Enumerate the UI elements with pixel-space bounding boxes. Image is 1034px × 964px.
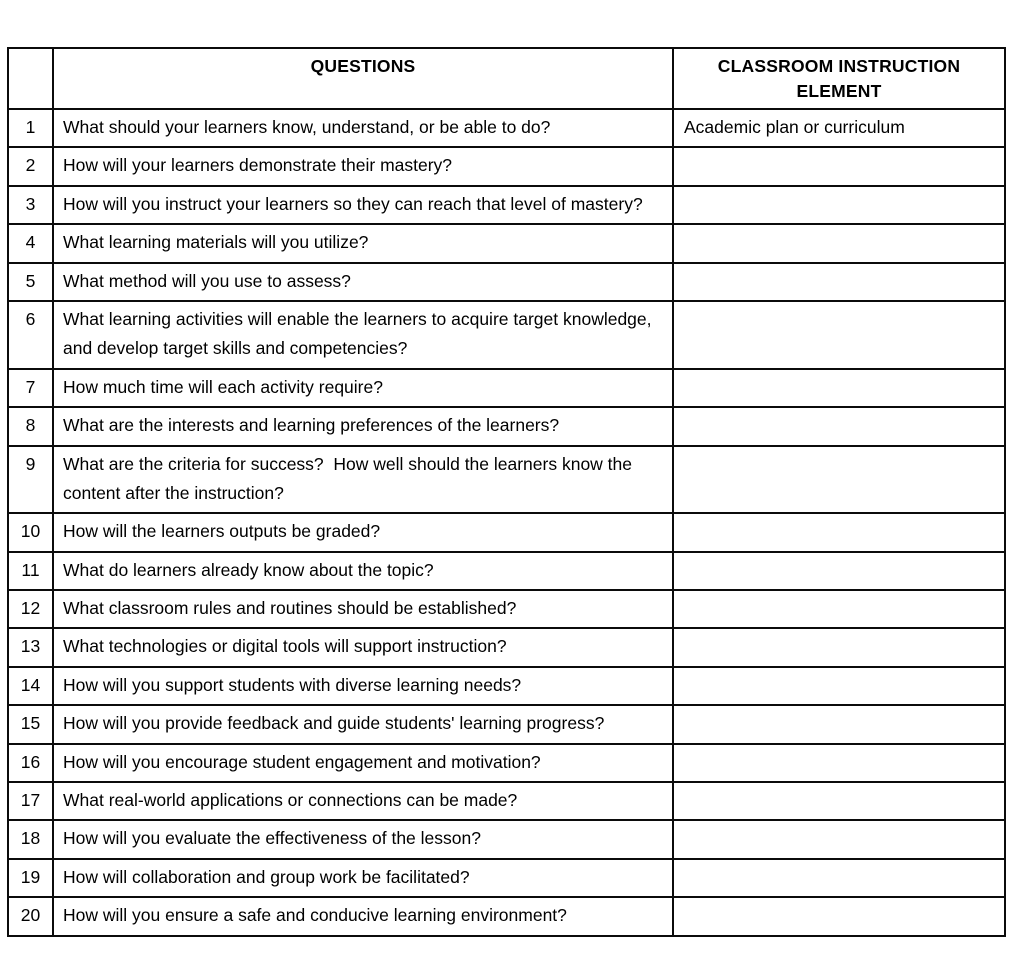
row-element-cell[interactable] — [673, 263, 1005, 301]
row-element-cell[interactable] — [673, 369, 1005, 407]
row-number-label: 18 — [20, 828, 41, 849]
row-element-cell[interactable] — [673, 705, 1005, 743]
row-number-label: 2 — [25, 155, 36, 176]
row-number-cell — [8, 859, 53, 897]
row-number-label: 1 — [25, 117, 36, 137]
table-row — [8, 407, 1005, 445]
table-header — [8, 48, 1005, 109]
header-questions-cell — [53, 48, 673, 109]
row-question-cell — [53, 407, 673, 445]
table-row — [8, 109, 1005, 147]
row-element-cell[interactable] — [673, 667, 1005, 705]
row-element-cell[interactable] — [673, 109, 1005, 147]
header-element-line1: CLASSROOM INSTRUCTION — [717, 56, 961, 76]
row-element-cell[interactable] — [673, 186, 1005, 224]
row-element-cell[interactable] — [673, 897, 1005, 935]
row-number-label: 17 — [20, 790, 41, 811]
table-row — [8, 513, 1005, 551]
row-question-cell — [53, 744, 673, 782]
row-question-text: What learning materials will you utilize? — [63, 232, 369, 253]
row-question-text: How will you encourage student engagement and motivation? — [63, 751, 541, 772]
row-number-cell — [8, 301, 53, 369]
row-question-cell — [53, 590, 673, 628]
row-element-cell[interactable] — [673, 147, 1005, 185]
row-question-cell — [53, 859, 673, 897]
row-element-text — [674, 302, 1004, 338]
header-element-cell — [673, 48, 1005, 109]
row-element-cell[interactable] — [673, 820, 1005, 858]
row-number-cell — [8, 744, 53, 782]
row-question-text: What classroom rules and routines should be established? — [63, 598, 517, 619]
row-question-text: How will you support students with diverse learning needs? — [63, 674, 522, 695]
header-number-label — [9, 49, 52, 54]
row-number-cell — [8, 446, 53, 514]
row-question-text: What do learners already know about the topic? — [63, 559, 434, 580]
table-row — [8, 897, 1005, 935]
row-question-cell — [53, 820, 673, 858]
row-element-cell[interactable] — [673, 224, 1005, 262]
row-question-cell — [53, 147, 673, 185]
table-row — [8, 369, 1005, 407]
row-element-cell[interactable] — [673, 446, 1005, 514]
table-row — [8, 820, 1005, 858]
row-number-cell — [8, 407, 53, 445]
row-question-cell — [53, 263, 673, 301]
table-row — [8, 301, 1005, 369]
row-question-cell — [53, 513, 673, 551]
row-question-text: How will you ensure a safe and conducive learning environment? — [63, 905, 567, 926]
row-number-label: 6 — [25, 308, 36, 329]
row-element-text: Academic plan or curriculum — [684, 117, 905, 137]
row-element-text — [674, 629, 1004, 665]
row-question-text: How will you provide feedback and guide students' learning progress? — [63, 713, 605, 734]
row-element-text — [674, 553, 1004, 589]
header-row — [8, 48, 1005, 109]
row-number-cell — [8, 369, 53, 407]
row-element-cell[interactable] — [673, 782, 1005, 820]
row-number-label: 13 — [20, 636, 41, 657]
row-element-text — [674, 783, 1004, 819]
row-element-cell[interactable] — [673, 407, 1005, 445]
row-number-label: 7 — [25, 376, 36, 397]
row-question-text: What method will you use to assess? — [63, 270, 351, 291]
row-number-cell — [8, 705, 53, 743]
row-element-text — [674, 408, 1004, 444]
row-element-text — [674, 860, 1004, 896]
table-row — [8, 147, 1005, 185]
row-number-cell — [8, 224, 53, 262]
table-row — [8, 263, 1005, 301]
row-number-cell — [8, 186, 53, 224]
row-question-cell — [53, 186, 673, 224]
table-row — [8, 552, 1005, 590]
row-question-text: How much time will each activity require? — [63, 376, 383, 397]
row-element-cell[interactable] — [673, 744, 1005, 782]
table-row — [8, 744, 1005, 782]
row-element-cell[interactable] — [673, 859, 1005, 897]
row-element-text — [674, 148, 1004, 184]
row-question-cell — [53, 897, 673, 935]
row-number-label: 4 — [25, 232, 36, 253]
row-question-cell — [53, 369, 673, 407]
header-element-label — [674, 49, 1004, 104]
row-question-cell — [53, 109, 673, 147]
row-element-text — [674, 668, 1004, 704]
row-number-cell — [8, 897, 53, 935]
table-row — [8, 667, 1005, 705]
row-number-label: 19 — [20, 866, 41, 887]
row-question-cell — [53, 705, 673, 743]
row-number-label: 9 — [25, 453, 36, 474]
row-number-label: 15 — [20, 713, 41, 734]
row-element-text — [674, 745, 1004, 781]
table-row — [8, 859, 1005, 897]
row-element-text — [674, 821, 1004, 857]
header-number-cell — [8, 48, 53, 109]
row-element-text — [674, 706, 1004, 742]
row-element-text — [674, 370, 1004, 406]
row-number-cell — [8, 628, 53, 666]
row-question-text: What should your learners know, understand, or be able to do? — [63, 117, 551, 137]
header-questions-label: QUESTIONS — [310, 56, 416, 76]
row-number-label: 11 — [21, 559, 40, 580]
row-element-text — [674, 514, 1004, 550]
row-element-text — [674, 447, 1004, 483]
row-question-text: How will you instruct your learners so they can reach that level of mastery? — [63, 193, 643, 214]
row-element-cell[interactable] — [673, 552, 1005, 590]
table-row — [8, 782, 1005, 820]
row-element-cell[interactable] — [673, 590, 1005, 628]
row-element-cell[interactable] — [673, 513, 1005, 551]
table-row — [8, 590, 1005, 628]
row-question-cell — [53, 224, 673, 262]
row-element-text — [674, 225, 1004, 261]
row-element-cell[interactable] — [673, 628, 1005, 666]
row-number-cell — [8, 782, 53, 820]
row-question-text: How will collaboration and group work be facilitated? — [63, 866, 470, 887]
row-number-cell — [8, 263, 53, 301]
row-question-cell — [53, 667, 673, 705]
row-question-cell — [53, 301, 673, 369]
row-number-cell — [8, 147, 53, 185]
table-body — [8, 109, 1005, 936]
row-question-text: What are the criteria for success? How well should the learners know the content after the instruction? — [63, 453, 637, 503]
questions-table — [7, 47, 1006, 937]
table-row — [8, 446, 1005, 514]
row-element-text — [674, 591, 1004, 627]
row-number-label: 3 — [25, 193, 36, 214]
table-row — [8, 186, 1005, 224]
row-question-text: How will you evaluate the effectiveness of the lesson? — [63, 828, 481, 849]
header-element-line2: ELEMENT — [796, 80, 882, 101]
row-number-cell — [8, 590, 53, 628]
row-question-text: What learning activities will enable the learners to acquire target knowledge, and develop target skills and competencies? — [63, 308, 657, 359]
row-question-text: What real-world applications or connections can be made? — [63, 790, 518, 811]
table-row — [8, 705, 1005, 743]
table-row — [8, 224, 1005, 262]
row-number-label: 20 — [20, 905, 41, 926]
row-number-label: 5 — [25, 270, 36, 291]
row-number-label: 8 — [25, 415, 36, 436]
row-question-cell — [53, 446, 673, 514]
row-question-text: What technologies or digital tools will support instruction? — [63, 636, 507, 657]
row-element-text — [674, 898, 1004, 934]
row-number-cell — [8, 109, 53, 147]
row-number-cell — [8, 513, 53, 551]
row-element-cell[interactable] — [673, 301, 1005, 369]
row-element-text — [674, 264, 1004, 300]
row-number-label: 10 — [20, 521, 41, 542]
row-number-label: 16 — [20, 751, 41, 772]
row-number-label: 14 — [20, 674, 41, 695]
row-number-label: 12 — [20, 598, 41, 619]
row-question-cell — [53, 782, 673, 820]
row-question-cell — [53, 628, 673, 666]
row-number-cell — [8, 820, 53, 858]
row-question-text: How will your learners demonstrate their mastery? — [63, 155, 453, 176]
row-question-cell — [53, 552, 673, 590]
row-element-text — [674, 187, 1004, 223]
row-question-text: How will the learners outputs be graded? — [63, 521, 381, 542]
row-question-text: What are the interests and learning preferences of the learners? — [63, 415, 560, 436]
row-number-cell — [8, 552, 53, 590]
row-number-cell — [8, 667, 53, 705]
table-row — [8, 628, 1005, 666]
